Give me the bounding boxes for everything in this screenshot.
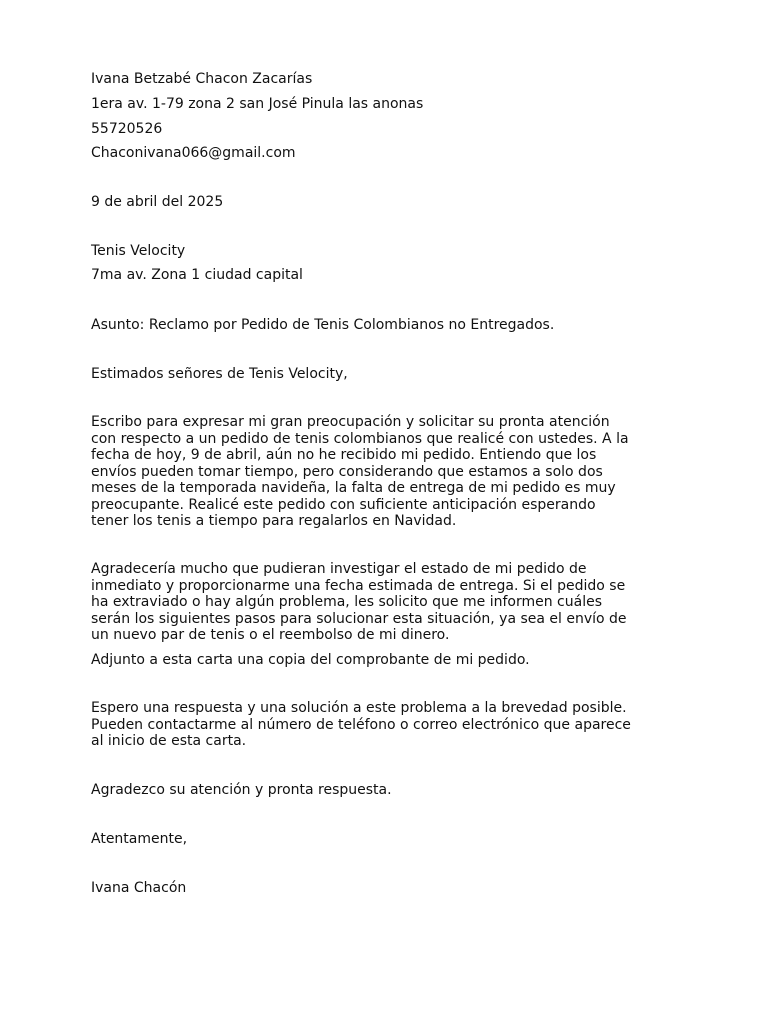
paragraph-line: envíos pueden tomar tiempo, pero considerando que estamos a solo dos <box>91 463 603 480</box>
paragraph-line: Espero una respuesta y una solución a este problema a la brevedad posible. <box>91 700 627 716</box>
recipient-address: 7ma av. Zona 1 ciudad capital <box>91 267 303 283</box>
sender-phone: 55720526 <box>91 121 163 137</box>
body-paragraph-2 <box>91 561 681 644</box>
letter-date: 9 de abril del 2025 <box>91 194 224 210</box>
paragraph-line: tener los tenis a tiempo para regalarlos en Navidad. <box>91 513 457 529</box>
sender-email: Chaconivana066@gmail.com <box>91 145 296 161</box>
body-paragraph-3: Adjunto a esta carta una copia del comprobante de mi pedido. <box>91 652 530 668</box>
body-paragraph-1 <box>91 414 681 530</box>
paragraph-line: preocupante. Realicé este pedido con suficiente anticipación esperando <box>91 496 596 513</box>
paragraph-line: con respecto a un pedido de tenis colombianos que realicé con ustedes. A la <box>91 430 629 447</box>
body-paragraph-4 <box>91 700 681 750</box>
paragraph-line: inmediato y proporcionarme una fecha estimada de entrega. Si el pedido se <box>91 577 626 594</box>
letter-thanks: Agradezco su atención y pronta respuesta. <box>91 782 392 798</box>
paragraph-line: fecha de hoy, 9 de abril, aún no he recibido mi pedido. Entiendo que los <box>91 447 597 463</box>
letter-greeting: Estimados señores de Tenis Velocity, <box>91 366 348 382</box>
paragraph-line: un nuevo par de tenis o el reembolso de mi dinero. <box>91 627 450 643</box>
paragraph-line: ha extraviado o hay algún problema, les solicito que me informen cuáles <box>91 594 602 610</box>
recipient-company: Tenis Velocity <box>91 243 186 259</box>
paragraph-line: al inicio de esta carta. <box>91 733 247 749</box>
paragraph-line: Pueden contactarme al número de teléfono o correo electrónico que aparece <box>91 716 631 733</box>
paragraph-line: serán los siguientes pasos para solucionar esta situación, ya sea el envío de <box>91 610 627 627</box>
paragraph-line: Escribo para expresar mi gran preocupación y solicitar su pronta atención <box>91 414 610 430</box>
paragraph-line: Agradecería mucho que pudieran investigar el estado de mi pedido de <box>91 561 587 577</box>
sender-address: 1era av. 1-79 zona 2 san José Pinula las anonas <box>91 96 424 112</box>
sender-name: Ivana Betzabé Chacon Zacarías <box>91 71 313 87</box>
paragraph-line: meses de la temporada navideña, la falta de entrega de mi pedido es muy <box>91 480 616 496</box>
signature-name: Ivana Chacón <box>91 880 187 896</box>
letter-closing: Atentamente, <box>91 831 188 847</box>
letter-subject: Asunto: Reclamo por Pedido de Tenis Colombianos no Entregados. <box>91 317 555 333</box>
